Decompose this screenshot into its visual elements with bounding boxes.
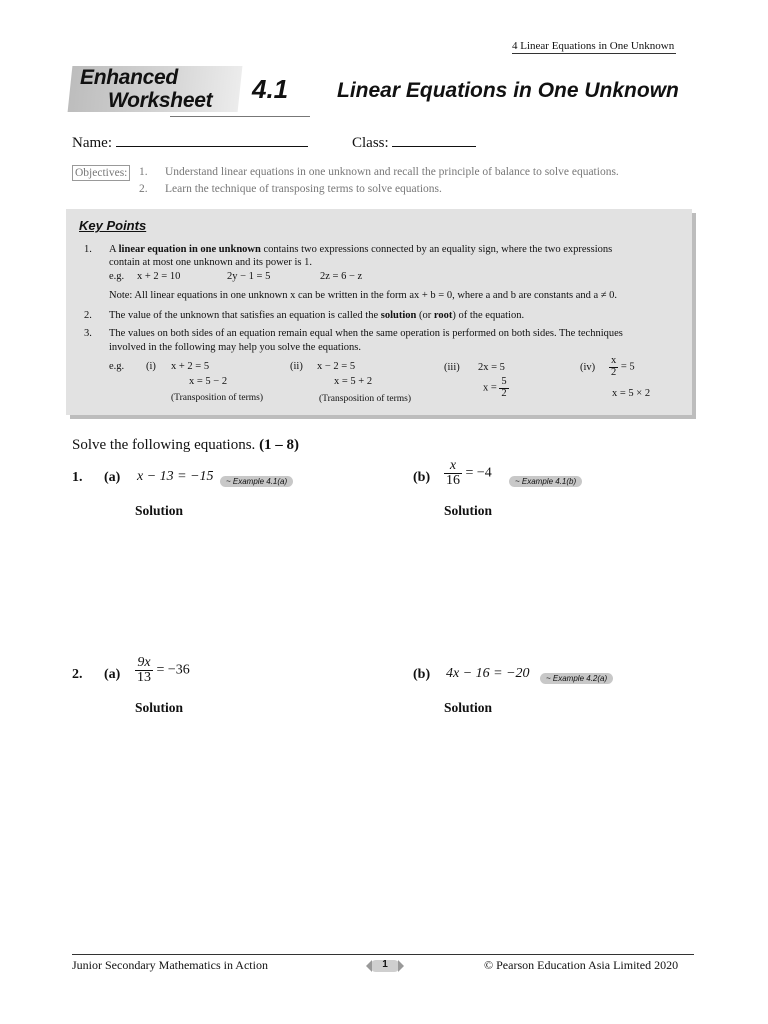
key-point-3-line2: involved in the following may help you solve the equations. [109, 342, 361, 353]
part-label: (a) [104, 470, 121, 485]
name-blank[interactable] [116, 133, 308, 147]
example-reference [509, 472, 582, 490]
example-reference-badge: ~ Example 4.2(a) [540, 673, 613, 684]
class-field[interactable] [352, 133, 476, 152]
technique-step: 2x = 5 [478, 362, 505, 373]
eg-label: e.g. [109, 271, 125, 282]
enhanced-worksheet-logo [70, 62, 242, 120]
section-title: Linear Equations in One Unknown [337, 79, 679, 102]
logo-underline [170, 116, 310, 117]
eg-label: e.g. [109, 361, 125, 372]
page-number [366, 958, 404, 974]
fraction-rhs: = 5 [620, 361, 635, 373]
objective-text: Learn the technique of transposing terms to solve equations. [165, 183, 442, 195]
part-label: (b) [413, 667, 431, 682]
key-point-2-term: solution [380, 310, 417, 321]
solution-label: Solution [135, 503, 184, 518]
name-field[interactable] [72, 133, 308, 152]
instruction [72, 437, 299, 454]
equation [446, 666, 530, 682]
equation-text: x − 13 = −15 [137, 469, 214, 484]
key-point-2-text: ) of the equation. [452, 310, 525, 321]
key-point-1-line1 [109, 243, 689, 256]
fraction [135, 656, 153, 685]
equation [137, 469, 214, 485]
fraction-numerator: x [611, 355, 617, 366]
solution-label: Solution [135, 700, 184, 715]
running-header-rule [512, 53, 676, 54]
technique-note: (Transposition of terms) [319, 394, 412, 404]
example-equation: 2y − 1 = 5 [227, 271, 271, 282]
example-reference-badge: ~ Example 4.1(b) [509, 476, 582, 487]
objective-number: 2. [139, 183, 148, 195]
objective-text: Understand linear equations in one unknown and recall the principle of balance to solve equations. [165, 166, 619, 178]
example-reference [540, 669, 613, 687]
key-point-3-line1: The values on both sides of an equation remain equal when the same operation is performed on both sides. The techniques [109, 328, 623, 339]
key-point-1-term: linear equation in one unknown [118, 244, 261, 255]
fraction [609, 356, 618, 378]
key-points-title: Key Points [79, 218, 147, 233]
fraction-denominator: 2 [611, 366, 617, 378]
technique-step: x − 2 = 5 [317, 361, 356, 372]
name-label: Name: [72, 135, 112, 151]
instruction-range: (1 – 8) [259, 437, 300, 453]
running-header [512, 40, 674, 52]
equation-rhs: = −36 [156, 662, 190, 678]
footer-book-title: Junior Secondary Mathematics in Action [72, 958, 268, 972]
example-reference-badge: ~ Example 4.1(a) [220, 476, 293, 487]
class-label: Class: [352, 135, 389, 151]
key-point-note: Note: All linear equations in one unknown x can be written in the form ax + b = 0, where a and b are constants and a ≠ 0. [109, 290, 618, 301]
key-point-number: 1. [84, 244, 92, 255]
fraction-numerator: 9x [137, 655, 151, 670]
technique-step-fraction [609, 356, 635, 378]
question-number: 2. [72, 667, 83, 682]
key-point-number: 3. [84, 328, 92, 339]
part-label: (b) [413, 470, 431, 485]
fraction-lhs: x = [483, 382, 497, 394]
section-number: 4.1 [252, 74, 289, 104]
key-point-1-line2: contain at most one unknown and its power is 1. [109, 257, 312, 268]
fraction [499, 377, 508, 399]
footer-copyright: © Pearson Education Asia Limited 2020 [484, 958, 679, 972]
objectives-label: Objectives: [72, 165, 130, 181]
example-equation: x + 2 = 10 [137, 271, 181, 282]
fraction [444, 459, 462, 488]
fraction-denominator: 13 [137, 670, 151, 685]
equation-rhs: = −4 [465, 465, 492, 481]
logo-word-worksheet: Worksheet [108, 89, 213, 112]
fraction-denominator: 16 [446, 473, 460, 488]
solution-label: Solution [444, 700, 493, 715]
question-number: 1. [72, 470, 83, 485]
key-point-2-text: The value of the unknown that satisfies an equation is called the [109, 310, 381, 321]
equation-text: 4x − 16 = −20 [446, 666, 530, 681]
technique-step: x = 5 − 2 [189, 376, 228, 387]
technique-label: (iii) [444, 362, 460, 373]
key-point-number: 2. [84, 310, 92, 321]
equation [444, 459, 492, 488]
technique-step-fraction [483, 377, 509, 399]
solution-label: Solution [444, 503, 493, 518]
page-number-text: 1 [382, 959, 388, 970]
example-equation: 2z = 6 − z [320, 271, 363, 282]
technique-note: (Transposition of terms) [171, 393, 264, 403]
technique-step: x + 2 = 5 [171, 361, 210, 372]
key-point-1-text: contains two expressions connected by an equality sign, where the two expressions [260, 244, 613, 255]
fraction-numerator: 5 [501, 376, 507, 387]
part-label: (a) [104, 667, 121, 682]
technique-label: (i) [146, 361, 156, 372]
key-point-2 [109, 309, 524, 322]
key-point-2-text: (or [416, 310, 434, 321]
equation [135, 656, 190, 685]
logo-word-enhanced: Enhanced [80, 66, 178, 89]
technique-label: (iv) [580, 362, 596, 373]
footer-rule [72, 954, 694, 955]
running-header-text: 4 Linear Equations in One Unknown [512, 40, 675, 52]
fraction-numerator: x [449, 458, 457, 473]
objective-number: 1. [139, 166, 148, 178]
example-reference [220, 472, 293, 490]
instruction-text: Solve the following equations. [72, 437, 260, 453]
technique-step: x = 5 + 2 [334, 376, 373, 387]
key-point-1-text: A [109, 244, 119, 255]
key-point-2-term: root [433, 310, 453, 321]
technique-step: x = 5 × 2 [612, 388, 651, 399]
class-blank[interactable] [392, 133, 476, 147]
fraction-denominator: 2 [501, 387, 507, 399]
technique-label: (ii) [290, 361, 303, 372]
